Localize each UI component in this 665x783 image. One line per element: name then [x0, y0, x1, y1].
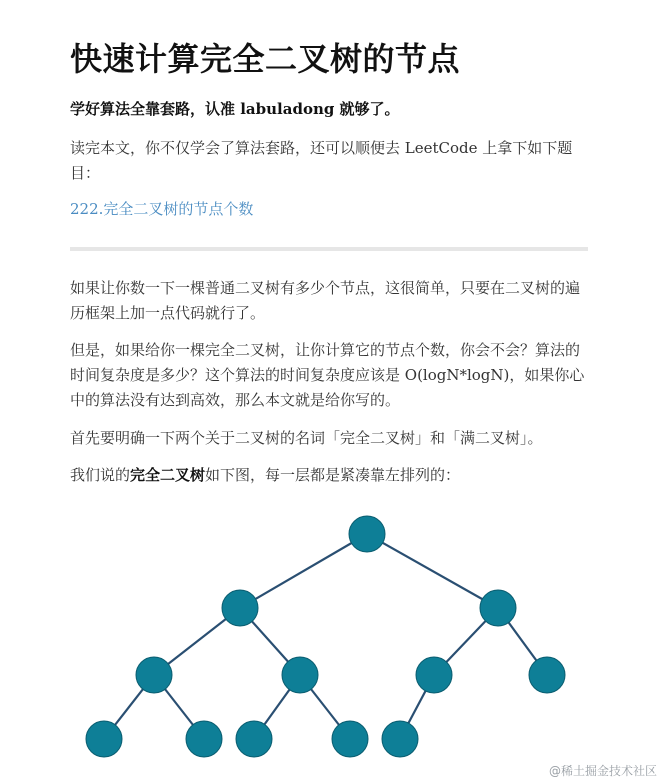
paragraph-3: 首先要明确一下两个关于二叉树的名词「完全二叉树」和「满二叉树」。	[70, 429, 543, 447]
tree-node	[529, 657, 565, 693]
section-divider	[70, 247, 588, 251]
paragraph-1: 如果让你数一下一棵普通二叉树有多少个节点，这很简单，只要在二叉树的遍历框架上加一点代码就行了。	[70, 279, 581, 322]
tree-edges	[104, 534, 547, 739]
intro-text: 读完本文，你不仅学会了算法套路，还可以顺便去 LeetCode 上拿下如下题目：	[70, 139, 573, 182]
problem-link[interactable]: 222.完全二叉树的节点个数	[70, 200, 254, 218]
complete-binary-tree-diagram	[70, 505, 590, 765]
page-title: 快速计算完全二叉树的节点	[70, 40, 461, 78]
intro-bold-text: 学好算法全靠套路，认准 labuladong 就够了。	[70, 100, 400, 118]
tree-node	[86, 721, 122, 757]
tree-node	[282, 657, 318, 693]
complete-binary-tree-term: 完全二叉树	[130, 466, 206, 484]
paragraph-2: 但是，如果给你一棵完全二叉树，让你计算它的节点个数，你会不会？算法的时间复杂度是多少？这个算法的时间复杂度应该是 O(logN*logN)，如果你心中的算法没有达到高效，那么本文就是给你写的。	[70, 341, 585, 409]
watermark: @稀土掘金技术社区	[548, 764, 657, 778]
paragraph-4-post: 如下图，每一层都是紧凑靠左排列的：	[205, 466, 461, 484]
problem-link-paragraph	[70, 197, 590, 222]
tree-node	[480, 590, 516, 626]
tree-node	[222, 590, 258, 626]
tree-node	[416, 657, 452, 693]
tree-node	[236, 721, 272, 757]
tree-node	[349, 516, 385, 552]
tree-node	[186, 721, 222, 757]
tree-node	[332, 721, 368, 757]
tree-nodes	[86, 516, 565, 757]
tree-node	[136, 657, 172, 693]
tree-node	[382, 721, 418, 757]
paragraph-4	[70, 463, 590, 488]
tree-edge	[240, 534, 367, 608]
tree-edge	[367, 534, 498, 608]
paragraph-4-pre: 我们说的	[70, 466, 131, 484]
